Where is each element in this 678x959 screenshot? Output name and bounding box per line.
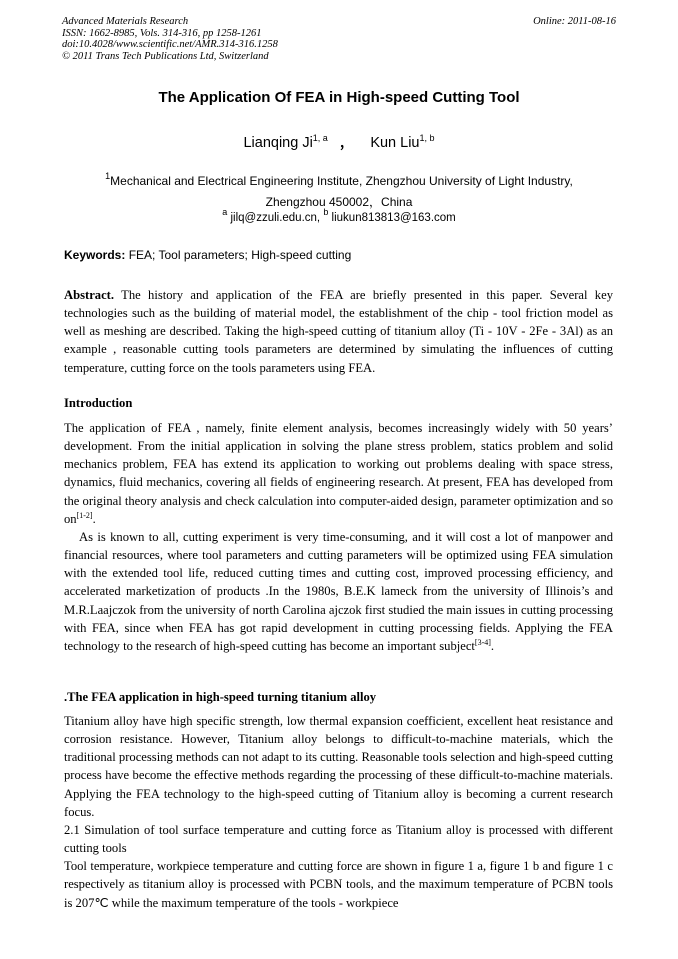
paper-title: The Application Of FEA in High-speed Cutting Tool xyxy=(158,89,520,106)
affiliation-superscript: 1 xyxy=(105,171,111,181)
citation: [3-4] xyxy=(474,637,491,647)
abstract-label: Abstract. xyxy=(64,288,115,302)
keywords xyxy=(64,248,351,262)
copyright-line: © 2011 Trans Tech Publications Ltd, Switzerland xyxy=(62,50,269,62)
abstract-text: The history and application of the FEA are briefly presented in this paper. Several key technologies such as the building of material model, the establishment of the chip - tool friction model as well as meshing are described. Taking the high-speed cutting of titanium alloy (Ti - 10V - 2Fe - 3Al) as an example , reasonable cutting tools parameters are determined by simulating the influences of cutting temperature, cutting force on the tools parameters using FEA. xyxy=(64,288,613,375)
paragraph: Tool temperature, workpiece temperature and cutting force are shown in figure 1 a, figure 1 b and figure 1 c respectively as titanium alloy is processed with PCBN tools, and the maximum temperature of PCBN tools is 207℃ while the maximum temperature of the tools - workpiece xyxy=(64,859,613,910)
author-superscript: 1, b xyxy=(419,133,435,143)
journal-name: Advanced Materials Research xyxy=(62,16,189,27)
section-heading: Introduction xyxy=(64,396,133,410)
subsection-heading: 2.1 Simulation of tool surface temperature and cutting force as Titanium alloy is processed with different cutting tools xyxy=(64,822,613,856)
citation: [1-2] xyxy=(76,510,93,520)
affiliation-line: Mechanical and Electrical Engineering Institute, Zhengzhou University of Light Industry, xyxy=(110,174,573,188)
paragraph: Titanium alloy have high specific strength, low thermal expansion coefficient, excellent heat resistance and corrosion resistance. However, Titanium alloy belongs to difficult-to-machine materials, which the traditional processing methods can not adapt to its cutting. Reasonable tools selection and high-speed cutting process have become the effective methods regarding the processing of these difficult-to-machine materials. Applying the FEA technology to the high-speed cutting of Titanium alloy is becoming a current research focus. xyxy=(64,714,613,819)
section-heading: .The FEA application in high-speed turning titanium alloy xyxy=(64,690,377,704)
keywords-text: FEA; Tool parameters; High-speed cutting xyxy=(128,248,352,262)
journal-header xyxy=(62,16,616,62)
email-superscript: a xyxy=(222,207,228,217)
email-a: jilq@zzuli.edu.cn, xyxy=(230,212,321,224)
online-date: Online: 2011-08-16 xyxy=(533,16,616,27)
author-emails xyxy=(0,207,678,224)
paragraph: The application of FEA , namely, finite element analysis, becomes increasingly widely with 50 years’ development. From the initial application in solving the plane stress problem, statics problem and solid mechanics problem, FEA has extend its application to working out problems dealing with space stress, dynamics, fluid mechanics, covering all fields of engineering research. At present, FEA has developed from the original theory analysis and check calculation into computer-aided design, parameter optimization and so on[1-2]. xyxy=(64,421,613,526)
section2-body xyxy=(64,712,613,912)
affiliation-line: Zhengzhou 450002，China xyxy=(265,195,413,209)
paragraph: As is known to all, cutting experiment is very time-consuming, and it will cost a lot of manpower and financial resources, where tool parameters and cutting parameters will be optimized using FEA simulation with the extended tool life, reduced cutting times and cutting cost, improved processing efficiency, and accelerated marketization of products .In the 1980s, B.E.K lameck from the university of Illinois’s and M.R.Laajczok from the university of north Carolina ajczok first studied the main issues in cutting processing with FEA, since when FEA has got rapid development in cutting processing fields. Applying the FEA technology to the research of high-speed cutting has become an important subject[3-4]. xyxy=(64,529,613,653)
author-superscript: 1, a xyxy=(312,133,328,143)
keywords-label: Keywords: xyxy=(64,248,126,262)
affiliation xyxy=(60,166,618,213)
author-list xyxy=(0,131,678,152)
email-b: liukun813813@163.com xyxy=(331,212,456,224)
issn-line: ISSN: 1662-8985, Vols. 314-316, pp 1258-1261 xyxy=(62,27,262,39)
abstract xyxy=(64,286,613,377)
author-separator: ， xyxy=(339,135,355,151)
email-superscript: b xyxy=(323,207,329,217)
introduction-body xyxy=(64,419,613,655)
author-name: Kun Liu xyxy=(370,135,420,151)
author-name: Lianqing Ji xyxy=(243,135,313,151)
doi-line: doi:10.4028/www.scientific.net/AMR.314-316.1258 xyxy=(62,39,278,50)
